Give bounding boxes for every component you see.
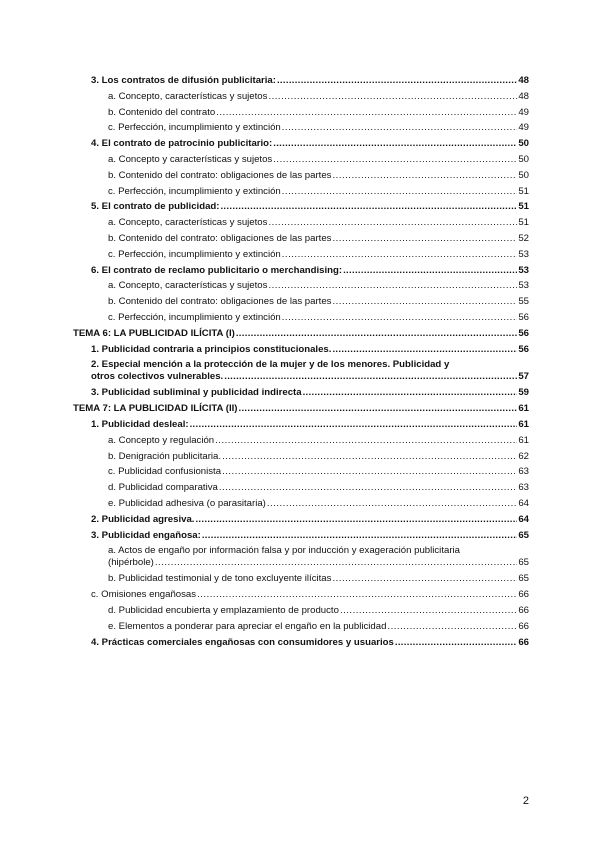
dot-leader [222, 449, 517, 465]
toc-page-number: 64 [518, 513, 529, 525]
dot-leader [215, 433, 517, 449]
toc-entry[interactable] [73, 184, 529, 200]
toc-page-number: 50 [518, 153, 529, 165]
toc-page-number: 50 [518, 169, 529, 181]
toc-entry-label: c. Publicidad confusionista [108, 466, 222, 478]
toc-page-number: 62 [518, 450, 529, 462]
dot-leader [282, 310, 518, 326]
toc-entry[interactable] [73, 105, 529, 121]
toc-entry[interactable] [73, 357, 529, 385]
toc-entry[interactable] [73, 294, 529, 310]
table-of-contents [73, 73, 529, 650]
dot-leader [343, 263, 517, 279]
toc-page-number: 49 [518, 122, 529, 134]
toc-entry[interactable] [73, 385, 529, 401]
toc-page-number: 53 [518, 248, 529, 260]
toc-entry-label: 1. Publicidad desleal: [91, 418, 189, 430]
toc-entry-label: a. Concepto, características y sujetos [108, 280, 268, 292]
toc-entry[interactable] [73, 120, 529, 136]
dot-leader [332, 342, 517, 358]
dot-leader [195, 512, 517, 528]
toc-entry[interactable] [73, 464, 529, 480]
toc-page-number: 61 [518, 418, 529, 430]
toc-entry-label: a. Concepto y regulación [108, 434, 215, 446]
toc-entry-label: 2. Especial mención a la protección de la mujer y de los menores. Publicidad y [91, 359, 450, 371]
toc-entry-label: a. Concepto, características y sujetos [108, 90, 268, 102]
toc-page-number: 49 [518, 106, 529, 118]
toc-page-number: 61 [518, 403, 529, 415]
toc-page-number: 51 [518, 217, 529, 229]
dot-leader [340, 603, 517, 619]
toc-entry-label: c. Omisiones engañosas [91, 589, 197, 601]
toc-entry-label: 5. El contrato de publicidad: [91, 201, 220, 213]
toc-entry[interactable] [73, 231, 529, 247]
toc-entry[interactable] [73, 342, 529, 358]
toc-page-number: 53 [518, 280, 529, 292]
toc-entry[interactable] [73, 199, 529, 215]
toc-entry[interactable] [73, 571, 529, 587]
toc-page-number: 48 [518, 75, 529, 86]
toc-page-number: 51 [518, 201, 529, 213]
dot-leader [216, 105, 517, 121]
dot-leader [268, 278, 517, 294]
toc-page-number: 59 [518, 387, 529, 399]
toc-entry-label: 3. Publicidad engañosa: [91, 529, 201, 541]
dot-leader [277, 73, 517, 89]
dot-leader [267, 496, 517, 512]
toc-entry-label: b. Publicidad testimonial y de tono excluyente ilícitas [108, 573, 332, 585]
toc-entry[interactable] [73, 326, 529, 342]
toc-page-number: 66 [518, 589, 529, 601]
toc-page-number: 66 [518, 636, 529, 648]
toc-page-number: 66 [518, 604, 529, 616]
dot-leader [239, 401, 518, 417]
page-number: 2 [522, 795, 529, 807]
dot-leader [303, 385, 518, 401]
dot-leader [332, 571, 517, 587]
toc-entry[interactable] [73, 168, 529, 184]
toc-page-number: 56 [518, 311, 529, 323]
toc-entry-label: c. Perfección, incumplimiento y extinción [108, 122, 281, 134]
toc-entry[interactable] [73, 603, 529, 619]
dot-leader [273, 152, 517, 168]
dot-leader [155, 557, 517, 569]
toc-entry[interactable] [73, 73, 529, 89]
toc-entry-label: c. Perfección, incumplimiento y extinción [108, 248, 281, 260]
dot-leader [282, 247, 518, 263]
toc-entry-label: TEMA 7: LA PUBLICIDAD ILÍCITA (II) [73, 403, 238, 415]
toc-page-number: 65 [518, 529, 529, 541]
dot-leader [273, 136, 517, 152]
toc-entry[interactable] [73, 480, 529, 496]
toc-entry[interactable] [73, 417, 529, 433]
toc-page-number: 55 [518, 296, 529, 308]
toc-entry-label: c. Perfección, incumplimiento y extinción [108, 185, 281, 197]
toc-entry-label: 3. Publicidad subliminal y publicidad indirecta [91, 387, 302, 399]
toc-entry-label: a. Concepto, características y sujetos [108, 217, 268, 229]
toc-entry-label: b. Contenido del contrato: obligaciones de las partes [108, 296, 332, 308]
toc-entry[interactable] [73, 89, 529, 105]
dot-leader [332, 231, 517, 247]
dot-leader [332, 294, 517, 310]
dot-leader [236, 326, 517, 342]
toc-entry[interactable] [73, 496, 529, 512]
toc-entry-label: d. Publicidad comparativa [108, 482, 218, 494]
toc-page-number: 61 [518, 434, 529, 446]
toc-entry[interactable] [73, 619, 529, 635]
dot-leader [222, 464, 517, 480]
dot-leader [395, 635, 517, 651]
toc-entry[interactable] [73, 215, 529, 231]
toc-entry[interactable] [73, 635, 529, 651]
dot-leader [219, 480, 517, 496]
dot-leader [387, 619, 517, 635]
toc-page-number: 51 [518, 185, 529, 197]
toc-page-number: 66 [518, 620, 529, 632]
toc-entry-label: 4. El contrato de patrocinio publicitario: [91, 138, 273, 150]
toc-entry-label-cont: otros colectivos vulnerables. [91, 371, 224, 383]
toc-page-number: 50 [518, 138, 529, 150]
toc-entry-label: TEMA 6: LA PUBLICIDAD ILÍCITA (I) [73, 327, 235, 339]
toc-entry[interactable] [73, 278, 529, 294]
dot-leader [220, 199, 517, 215]
toc-entry-label: b. Denigración publicitaria. [108, 450, 222, 462]
toc-entry[interactable] [73, 401, 529, 417]
dot-leader [190, 417, 518, 433]
toc-entry-label: 4. Prácticas comerciales engañosas con consumidores y usuarios [91, 636, 394, 648]
toc-page-number: 48 [518, 90, 529, 102]
dot-leader [197, 587, 517, 603]
dot-leader [332, 168, 517, 184]
toc-entry[interactable] [73, 449, 529, 465]
toc-entry-label-cont: (hipérbole) [108, 557, 154, 569]
dot-leader [202, 528, 518, 544]
toc-entry[interactable] [73, 310, 529, 326]
toc-entry[interactable] [73, 587, 529, 603]
toc-entry[interactable] [73, 136, 529, 152]
toc-entry-label: a. Actos de engaño por información falsa y por inducción y exageración publicitaria [108, 545, 460, 557]
toc-page-number: 63 [518, 482, 529, 494]
toc-page-number: 63 [518, 466, 529, 478]
toc-entry-label: e. Publicidad adhesiva (o parasitaria) [108, 497, 266, 509]
toc-page-number: 57 [518, 371, 529, 383]
toc-entry[interactable] [73, 512, 529, 528]
toc-page-number: 64 [518, 497, 529, 509]
toc-entry-label: a. Concepto y características y sujetos [108, 153, 273, 165]
toc-entry-label: b. Contenido del contrato: obligaciones de las partes [108, 232, 332, 244]
dot-leader [268, 215, 517, 231]
toc-page-number: 65 [518, 573, 529, 585]
dot-leader [268, 89, 517, 105]
toc-page-number: 53 [518, 264, 529, 276]
toc-entry[interactable] [73, 543, 529, 571]
toc-entry[interactable] [73, 263, 529, 279]
toc-entry[interactable] [73, 433, 529, 449]
toc-entry-label: d. Publicidad encubierta y emplazamiento de producto [108, 604, 339, 616]
toc-entry-label: e. Elementos a ponderar para apreciar el engaño en la publicidad [108, 620, 387, 632]
toc-page-number: 56 [518, 343, 529, 355]
toc-entry[interactable] [73, 152, 529, 168]
toc-entry-label: 3. Los contratos de difusión publicitaria: [91, 75, 276, 86]
toc-entry-label: 2. Publicidad agresiva. [91, 513, 195, 525]
toc-page-number: 56 [518, 327, 529, 339]
dot-leader [224, 371, 517, 383]
toc-entry[interactable] [73, 247, 529, 263]
toc-page-number: 52 [518, 232, 529, 244]
toc-entry-label: 6. El contrato de reclamo publicitario o merchandising: [91, 264, 343, 276]
toc-entry-label: 1. Publicidad contraria a principios constitucionales. [91, 343, 332, 355]
toc-entry[interactable] [73, 528, 529, 544]
dot-leader [282, 184, 518, 200]
toc-entry-label: b. Contenido del contrato: obligaciones de las partes [108, 169, 332, 181]
toc-entry-label: c. Perfección, incumplimiento y extinción [108, 311, 281, 323]
dot-leader [282, 120, 518, 136]
toc-entry-label: b. Contenido del contrato [108, 106, 216, 118]
toc-page-number: 65 [518, 557, 529, 569]
